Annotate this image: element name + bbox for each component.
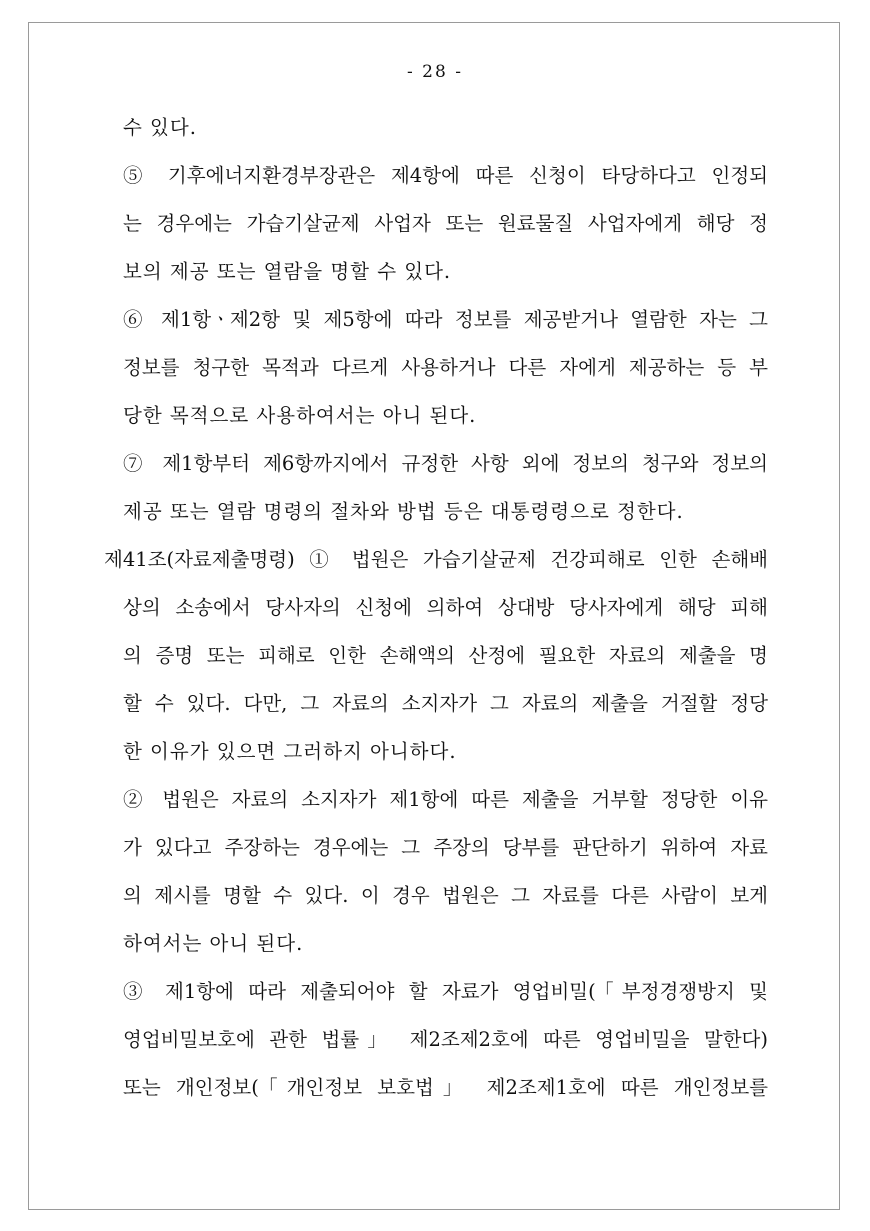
text-line: ⑤ 기후에너지환경부장관은 제4항에 따른 신청이 타당하다고 인정되 — [123, 164, 768, 187]
text-line: 의 제시를 명할 수 있다. 이 경우 법원은 그 자료를 다른 사람이 보게 — [123, 884, 768, 907]
text-line: 상의 소송에서 당사자의 신청에 의하여 상대방 당사자에게 해당 피해 — [123, 596, 768, 619]
text-line: ③ 제1항에 따라 제출되어야 할 자료가 영업비밀(「부정경쟁방지 및 — [123, 980, 768, 1003]
text-line: 는 경우에는 가습기살균제 사업자 또는 원료물질 사업자에게 해당 정 — [123, 212, 768, 235]
text-line: ⑦ 제1항부터 제6항까지에서 규정한 사항 외에 정보의 청구와 정보의 — [123, 452, 768, 475]
text-line: 수 있다. — [123, 116, 197, 139]
page-number: - 28 - — [407, 62, 463, 82]
text-line: 하여서는 아니 된다. — [123, 932, 304, 955]
text-line: 할 수 있다. 다만, 그 자료의 소지자가 그 자료의 제출을 거절할 정당 — [123, 692, 768, 715]
text-line: 또는 개인정보(「개인정보 보호법」 제2조제1호에 따른 개인정보를 — [123, 1076, 768, 1099]
text-line: ② 법원은 자료의 소지자가 제1항에 따른 제출을 거부할 정당한 이유 — [123, 788, 768, 811]
text-line: 영업비밀보호에 관한 법률」 제2조제2호에 따른 영업비밀을 말한다) — [123, 1028, 768, 1051]
text-line: 정보를 청구한 목적과 다르게 사용하거나 다른 자에게 제공하는 등 부 — [123, 356, 768, 379]
article-heading-line: 제41조(자료제출명령) ① 법원은 가습기살균제 건강피해로 인한 손해배 — [104, 548, 768, 571]
text-line: ⑥ 제1항ㆍ제2항 및 제5항에 따라 정보를 제공받거나 열람한 자는 그 — [123, 308, 768, 331]
text-line: 의 증명 또는 피해로 인한 손해액의 산정에 필요한 자료의 제출을 명 — [123, 644, 768, 667]
text-line: 당한 목적으로 사용하여서는 아니 된다. — [123, 404, 477, 427]
text-line: 보의 제공 또는 열람을 명할 수 있다. — [123, 260, 452, 283]
text-line: 제공 또는 열람 명령의 절차와 방법 등은 대통령령으로 정한다. — [123, 500, 684, 523]
text-line: 한 이유가 있으면 그러하지 아니하다. — [123, 740, 457, 763]
text-line: 가 있다고 주장하는 경우에는 그 주장의 당부를 판단하기 위하여 자료 — [123, 836, 768, 859]
